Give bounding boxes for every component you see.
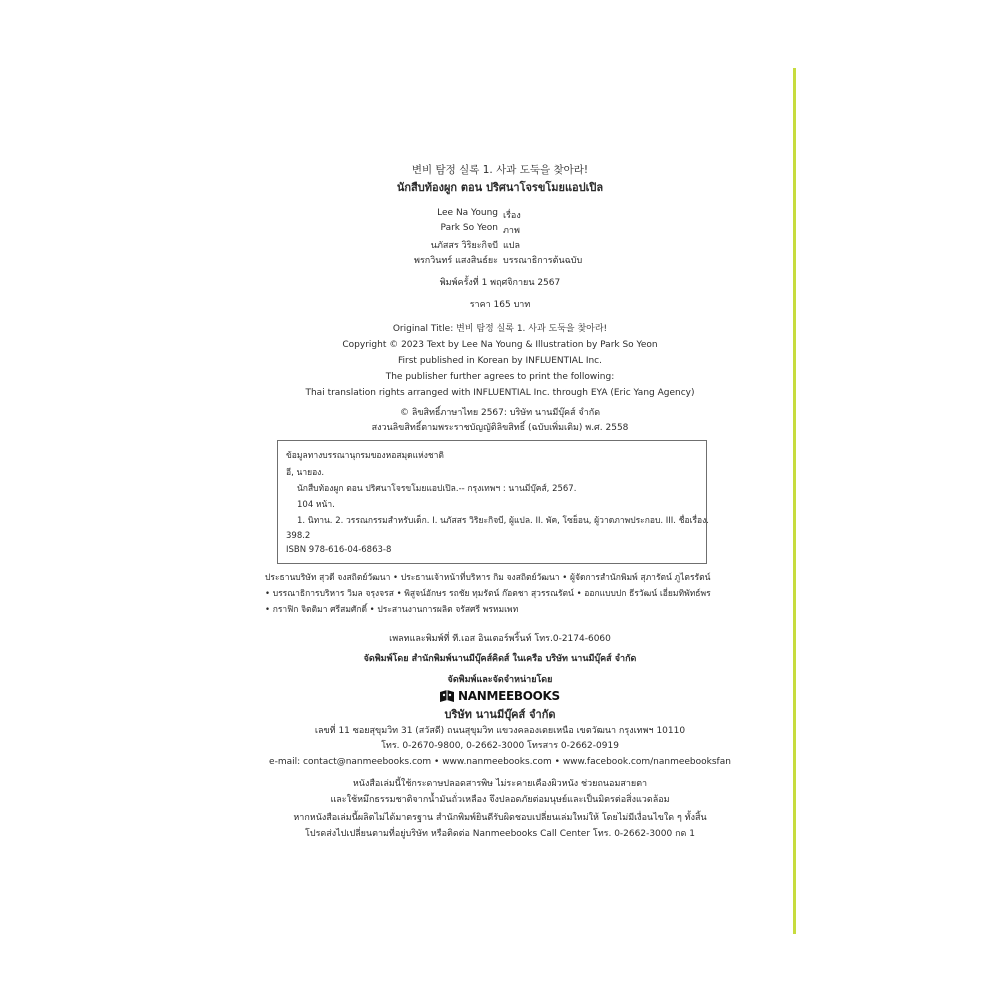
- staff-line: • บรรณาธิการบริหาร วิมล จรุงจรส • พิสูจน์อักษร รถชัย ทุมรัตน์ ก๊อตชา สุวรรณรัตน์ • ออกแบบปก ธีรวัฒน์ เอี่ยมทิพัทธ์พร: [265, 589, 711, 599]
- first-published-line: First published in Korean by INFLUENTIAL Inc.: [398, 356, 602, 366]
- credit-name: Park So Yeon: [440, 223, 498, 233]
- note-line: หนังสือเล่มนี้ใช้กระดาษปลอดสารพิษ ไม่ระคายเคืองผิวหนัง ช่วยถนอมสายตา: [352, 779, 648, 789]
- translation-rights-line: Thai translation rights arranged with INFLUENTIAL Inc. through EYA (Eric Yang Agency): [305, 388, 695, 398]
- cip-pages: 104 หน้า.: [297, 500, 335, 510]
- cip-entry: นักสืบท้องผูก ตอน ปริศนาโจรขโมยแอปเปิล.-- กรุงเทพฯ : นานมีบุ๊คส์, 2567.: [297, 484, 577, 494]
- publisher-info-block: [255, 0, 745, 1000]
- phone-line: โทร. 0-2670-9800, 0-2662-3000 โทรสาร 0-2662-0919: [381, 741, 619, 751]
- cip-subjects: 1. นิทาน. 2. วรรณกรรมสำหรับเด็ก. I. นภัสสร วิริยะกิจบี, ผู้แปล. II. พัค, โซย็อน, ผู้วาดภาพประกอบ. III. ชื่อเรื่อง.: [297, 516, 710, 526]
- copyright-line: Copyright © 2023 Text by Lee Na Young & Illustration by Park So Yeon: [342, 340, 658, 350]
- credit-role: ภาพ: [503, 226, 520, 236]
- thai-copyright-line: © ลิขสิทธิ์ภาษาไทย 2567: บริษัท นานมีบุ๊คส์ จำกัด: [399, 408, 601, 418]
- note-line: หากหนังสือเล่มนี้ผลิตไม่ได้มาตรฐาน สำนักพิมพ์ยินดีรับผิดชอบเปลี่ยนเล่มใหม่ให้ โดยไม่มีเงื่อนไขใด ๆ ทั้งสิ้น: [293, 813, 707, 823]
- cip-class-number: 398.2: [286, 531, 311, 541]
- cip-heading: ข้อมูลทางบรรณานุกรมของหอสมุดแห่งชาติ: [286, 451, 444, 461]
- credit-role: แปล: [503, 241, 521, 251]
- protection-line: สงวนลิขสิทธิ์ตามพระราชบัญญัติลิขสิทธิ์ (ฉบับเพิ่มเติม) พ.ศ. 2558: [371, 423, 629, 433]
- original-title: Original Title: 변비 탐정 실록 1. 사과 도둑을 찾아라!: [392, 324, 608, 334]
- contact-line: e-mail: contact@nanmeebooks.com • www.nanmeebooks.com • www.facebook.com/nanmeebooksfan: [269, 757, 731, 767]
- company-name: บริษัท นานมีบุ๊คส์ จำกัด: [444, 708, 556, 721]
- publisher-line: จัดพิมพ์โดย สำนักพิมพ์นานมีบุ๊คส์คิดส์ ในเครือ บริษัท นานมีบุ๊คส์ จำกัด: [363, 654, 637, 664]
- credit-name: พรกวินทร์ แสงสินธ์ยะ: [414, 256, 498, 266]
- note-line: และใช้หมึกธรรมชาติจากน้ำมันถั่วเหลือง จึงปลอดภัยต่อมนุษย์และเป็นมิตรต่อสิ่งแวดล้อม: [330, 795, 670, 805]
- credit-role: บรรณาธิการต้นฉบับ: [503, 256, 583, 266]
- edition-line: พิมพ์ครั้งที่ 1 พฤศจิกายน 2567: [439, 278, 561, 288]
- credit-name: นภัสสร วิริยะกิจบี: [430, 241, 498, 251]
- note-line: โปรดส่งไปเปลี่ยนตามที่อยู่บริษัท หรือติดต่อ Nanmeebooks Call Center โทร. 0-2662-3000 กด 1: [305, 829, 695, 839]
- price-line: ราคา 165 บาท: [469, 300, 531, 310]
- title-korean: 변비 탐정 실록 1. 사과 도둑을 찾아라!: [411, 164, 589, 176]
- staff-line: ประธานบริษัท สุวดี จงสถิตย์วัฒนา • ประธานเจ้าหน้าที่บริหาร กิม จงสถิตย์วัฒนา • ผู้จัดการสำนักพิมพ์ สุภารัตน์ ภูไตรรัตน์: [265, 573, 711, 583]
- printer-line: เพลทและพิมพ์ที่ ที.เอส อินเตอร์พริ้นท์ โทร.0-2174-6060: [389, 634, 611, 644]
- cip-author: อี, นายอง.: [286, 468, 325, 478]
- distributor-line: จัดพิมพ์และจัดจำหน่ายโดย: [447, 675, 553, 685]
- cip-isbn: ISBN 978-616-04-6863-8: [286, 545, 392, 555]
- address-line: เลขที่ 11 ซอยสุขุมวิท 31 (สวัสดี) ถนนสุขุมวิท แขวงคลองเตยเหนือ เขตวัฒนา กรุงเทพฯ 10110: [314, 726, 686, 736]
- title-thai: นักสืบท้องผูก ตอน ปริศนาโจรขโมยแอปเปิล: [396, 181, 604, 194]
- agreement-line: The publisher further agrees to print the following:: [385, 372, 615, 382]
- credit-role: เรื่อง: [503, 211, 521, 221]
- credit-name: Lee Na Young: [437, 208, 498, 218]
- logo-text: NANMEEBOOKS: [458, 689, 560, 703]
- staff-line: • กราฟิก จิตติมา ศรีสมศักดิ์ • ประสานงานการผลิต จรัสศรี พรหมเพท: [265, 605, 519, 615]
- spine-accent-line: [793, 68, 796, 934]
